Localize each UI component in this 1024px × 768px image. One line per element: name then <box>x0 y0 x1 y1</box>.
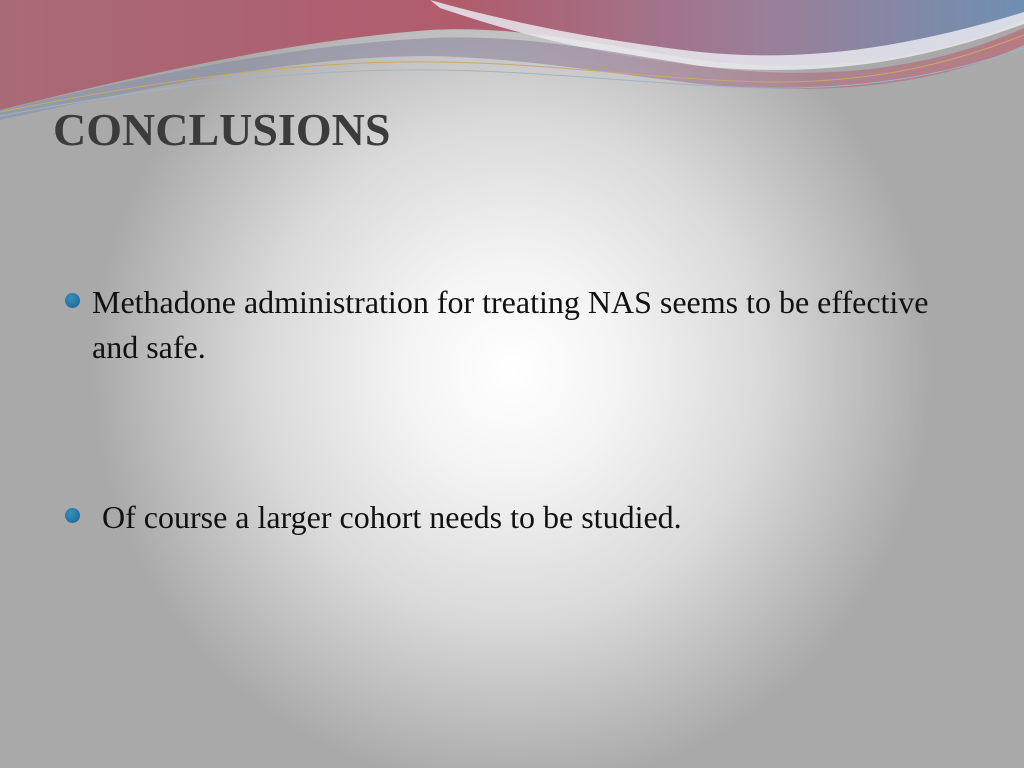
bullet-list <box>62 280 962 540</box>
bullet-item <box>62 280 962 370</box>
bullet-text: Of course a larger cohort needs to be studied. <box>102 499 682 535</box>
bullet-dot-icon <box>65 508 80 523</box>
bullet-text: Methadone administration for treating NAS seems to be effective and safe. <box>92 284 929 365</box>
bullet-dot-icon <box>65 293 80 308</box>
slide-title: CONCLUSIONS <box>53 104 391 155</box>
bullet-item <box>62 495 962 540</box>
